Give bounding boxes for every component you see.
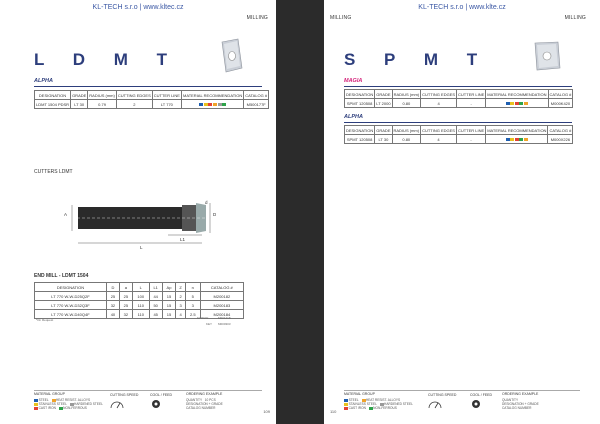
cell-edges: 4	[421, 99, 457, 108]
label-D: D	[213, 212, 217, 217]
em-col-Ap: Ap	[162, 283, 176, 292]
em-cell: 110	[132, 301, 149, 310]
cell-grade: LT 2000	[376, 100, 391, 106]
table-header-row	[345, 126, 573, 135]
em-cell: M200182	[200, 292, 243, 301]
swatch-stainless	[510, 138, 514, 141]
page-title-left: L D M T	[34, 50, 180, 69]
material-swatches	[181, 100, 243, 109]
em-cell: LT 770 W-W-D40Q4F	[35, 310, 107, 319]
brand-alpha-left: ALPHA	[34, 78, 53, 84]
footer-coolant	[150, 393, 190, 410]
col-cutting-edges: CUTTING EDGES	[422, 91, 456, 97]
footer-divider	[34, 390, 262, 391]
legend-item: STAINLESS STEEL	[38, 402, 67, 406]
swatch-hardened	[218, 103, 222, 106]
section-divider	[344, 86, 572, 87]
ord-item: CATALOG NUMBER	[186, 406, 216, 410]
swatch-steel	[199, 103, 203, 106]
part-key-label: KEY	[206, 322, 213, 326]
em-col-D: D	[106, 283, 119, 292]
part-key-cat: M000303	[218, 322, 231, 326]
header-left: KL-TECH s.r.o | www.kltec.cz	[92, 4, 184, 11]
em-cell: 110	[132, 310, 149, 319]
col-designation: DESIGNATION	[346, 127, 374, 133]
swatch-heat-resist	[213, 103, 217, 106]
part-screw-cat: M001218	[218, 316, 231, 320]
footer-heading: MATERIAL GROUP	[34, 392, 65, 396]
endmill-title: END MILL - LDMT 1504	[34, 273, 89, 279]
em-col-n: n	[185, 283, 200, 292]
swatch-heat-resist	[524, 102, 528, 105]
footer-cutting-speed	[428, 393, 468, 410]
cell-designation: LDMT 1504 PDSR	[36, 101, 70, 107]
em-cell: 100	[132, 292, 149, 301]
section-divider	[34, 86, 262, 87]
em-cell: LT 770 W-W-D32Q3F	[35, 301, 107, 310]
cell-edges: 4	[421, 135, 457, 144]
cell-radius: 0.79	[88, 100, 117, 109]
footer-material-group	[344, 392, 416, 410]
ord-val: 10 PCS	[204, 398, 216, 402]
em-cell: 25	[119, 301, 132, 310]
legend-item: CAST IRON	[38, 406, 56, 410]
col-radius: RADIUS (mm)	[393, 91, 420, 97]
col-cutter-line: CUTTER LINE	[458, 91, 485, 97]
cell-designation: SPMT 120508	[345, 99, 375, 108]
brand-alpha-right: ALPHA	[344, 114, 363, 120]
cell-cutter-line: -	[457, 99, 486, 108]
ord-item: CATALOG NUMBER	[502, 406, 532, 410]
col-cutter-line: CUTTER LINE	[457, 127, 485, 133]
left-page	[0, 0, 276, 424]
cell-catalog: M000K420	[548, 99, 573, 108]
spmt-magia-table	[344, 89, 573, 108]
col-grade: GRADE	[376, 127, 391, 133]
em-cell: LT 770 W-W-D25Q2F	[35, 292, 107, 301]
em-cell: 44	[149, 292, 162, 301]
em-cell: 40	[106, 310, 119, 319]
col-cutting-edges: CUTTING EDGES	[117, 92, 151, 98]
table-row	[345, 135, 573, 144]
em-cell: M200183	[200, 301, 243, 310]
footer-heading: CUTTING SPEED	[428, 393, 457, 397]
header-right: KL-TECH s.r.o | www.klte.cz	[418, 4, 506, 11]
em-cell: 15	[162, 292, 176, 301]
table-row	[35, 310, 244, 319]
category-right-a: MILLING	[330, 15, 352, 21]
cell-radius: 0.80	[392, 135, 421, 144]
ord-item: DESIGNATION + GRADE	[502, 402, 539, 406]
legend-item: HARDENED STEEL	[384, 402, 413, 406]
col-cutter-line: CUTTER LINE	[153, 92, 180, 98]
category-left: MILLING	[246, 15, 268, 21]
label-L1: L1	[180, 237, 186, 242]
material-swatches	[486, 99, 548, 108]
cell-radius: 0.80	[392, 99, 421, 108]
cell-catalog: M500177F	[244, 100, 269, 109]
coolant-icon	[150, 399, 162, 409]
em-cell: 15	[162, 310, 176, 319]
cutters-title: CUTTERS LDMT	[34, 169, 73, 175]
right-page	[324, 0, 600, 424]
table-header-row	[345, 90, 573, 99]
legend-item: HEAT RESIST. ALLOYS	[365, 398, 401, 402]
em-col-a: a	[119, 283, 132, 292]
endmill-note: *On Request	[36, 318, 54, 322]
swatch-cast-iron	[208, 103, 212, 106]
label-d: d	[205, 200, 208, 205]
footer-heading: ORDERING EXAMPLE	[186, 392, 223, 396]
endmill-header-row	[35, 283, 244, 292]
cell-grade: LT 30	[375, 135, 392, 144]
em-col-L: L	[132, 283, 149, 292]
footer-heading: ORDERING EXAMPLE	[502, 392, 539, 396]
footer-ordering	[186, 392, 264, 410]
em-cell: 5	[185, 292, 200, 301]
footer-heading: CUTTING SPEED	[110, 393, 139, 397]
legend-item: NON-FERROUS	[373, 406, 397, 410]
footer-heading: MATERIAL GROUP	[344, 392, 375, 396]
legend-item: NON-FERROUS	[63, 406, 87, 410]
em-col-L1: L1	[149, 283, 162, 292]
em-cell: 25	[119, 292, 132, 301]
em-cell: 3	[185, 301, 200, 310]
em-cell: 2	[176, 292, 185, 301]
swatch-steel	[506, 138, 510, 141]
col-grade: GRADE	[376, 91, 391, 97]
swatch-heat-resist	[524, 138, 528, 141]
part-screw-label: SCREW	[197, 316, 209, 320]
ord-item: QUANTITY	[186, 398, 203, 402]
legend-item: HEAT RESIST. ALLOYS	[55, 398, 91, 402]
col-designation: DESIGNATION	[35, 91, 71, 100]
swatch-nonferrous	[519, 102, 523, 105]
em-cell: 4	[176, 310, 185, 319]
table-header-row	[35, 91, 269, 100]
table-row	[345, 99, 573, 108]
page-title-right: S P M T	[344, 50, 490, 69]
em-col-designation: DESIGNATION	[35, 283, 107, 292]
swatch-nonferrous	[519, 138, 523, 141]
cell-cutter-line: -	[456, 135, 485, 144]
cell-edges: 2	[116, 100, 152, 109]
speed-icon	[428, 399, 442, 409]
swatch-stainless	[510, 102, 514, 105]
legend-item: STEEL	[348, 398, 359, 402]
col-material: MATERIAL RECOMMENDATION	[487, 127, 547, 133]
em-col-catalog: CATALOG #	[200, 283, 243, 292]
col-cutting-edges: CUTTING EDGES	[422, 127, 455, 133]
endmill-table	[34, 282, 244, 319]
footer-material-group	[34, 392, 104, 410]
footer-heading: COOL / FEED	[150, 393, 173, 397]
table-row	[35, 301, 244, 310]
col-designation: DESIGNATION	[346, 91, 374, 97]
col-material: MATERIAL RECOMMENDATION	[487, 91, 547, 97]
em-cell: 32	[106, 301, 119, 310]
col-radius: RADIUS (mm)	[89, 92, 115, 98]
em-cell: 3	[176, 301, 185, 310]
label-A: A	[64, 212, 68, 217]
swatch-cast-iron	[515, 138, 519, 141]
legend-item: STAINLESS STEEL	[348, 402, 377, 406]
footer-ordering	[502, 392, 582, 410]
swatch-steel	[506, 102, 510, 105]
em-cell: 25	[106, 292, 119, 301]
col-catalog: CATALOG #	[245, 92, 268, 98]
material-swatches	[486, 135, 548, 144]
spmt-alpha-table	[344, 125, 573, 144]
col-catalog: CATALOG #	[549, 127, 572, 133]
col-grade: GRADE	[72, 92, 87, 98]
ldmt-insert-table	[34, 90, 269, 109]
cell-catalog: M000X226	[548, 135, 573, 144]
em-cell: M200184	[200, 310, 243, 319]
em-cell: 15	[162, 301, 176, 310]
insert-spmt-image	[532, 40, 562, 72]
em-cell: 50	[149, 301, 162, 310]
footer-divider	[344, 390, 580, 391]
label-L: L	[140, 245, 143, 250]
ord-item: QUANTITY	[502, 398, 519, 402]
cell-grade: LT 30	[71, 100, 88, 109]
table-row	[35, 292, 244, 301]
page-number-right: 110	[330, 409, 337, 414]
em-col-Z: Z	[176, 283, 185, 292]
swatch-cast-iron	[515, 102, 519, 105]
table-row	[35, 100, 269, 109]
swatch-stainless	[204, 103, 208, 106]
em-cell: 45	[149, 310, 162, 319]
legend-item: HARDENED STEEL	[74, 402, 103, 406]
em-cell: 2.5	[185, 310, 200, 319]
brand-magia: MAGIA	[344, 78, 363, 84]
cell-cutter-line: LT 770	[152, 100, 181, 109]
coolant-icon	[470, 399, 482, 409]
col-radius: RADIUS (mm)	[393, 127, 420, 133]
col-catalog: CATALOG #	[549, 91, 572, 97]
col-material: MATERIAL RECOMMENDATION	[182, 92, 243, 98]
cell-designation: SPMT 120508	[345, 135, 375, 144]
footer-heading: COOL / FEED	[470, 393, 493, 397]
section-divider	[344, 122, 572, 123]
footer-cutting-speed	[110, 393, 150, 410]
swatch-nonferrous	[222, 103, 226, 106]
page-number-left: 109	[263, 409, 270, 414]
insert-ldmt-image	[218, 38, 244, 74]
em-cell: 32	[119, 310, 132, 319]
ord-item: DESIGNATION + GRADE	[186, 402, 223, 406]
legend-item: CAST IRON	[348, 406, 366, 410]
legend-item: STEEL	[38, 398, 49, 402]
category-right-b: MILLING	[564, 15, 586, 21]
speed-icon	[110, 399, 124, 409]
